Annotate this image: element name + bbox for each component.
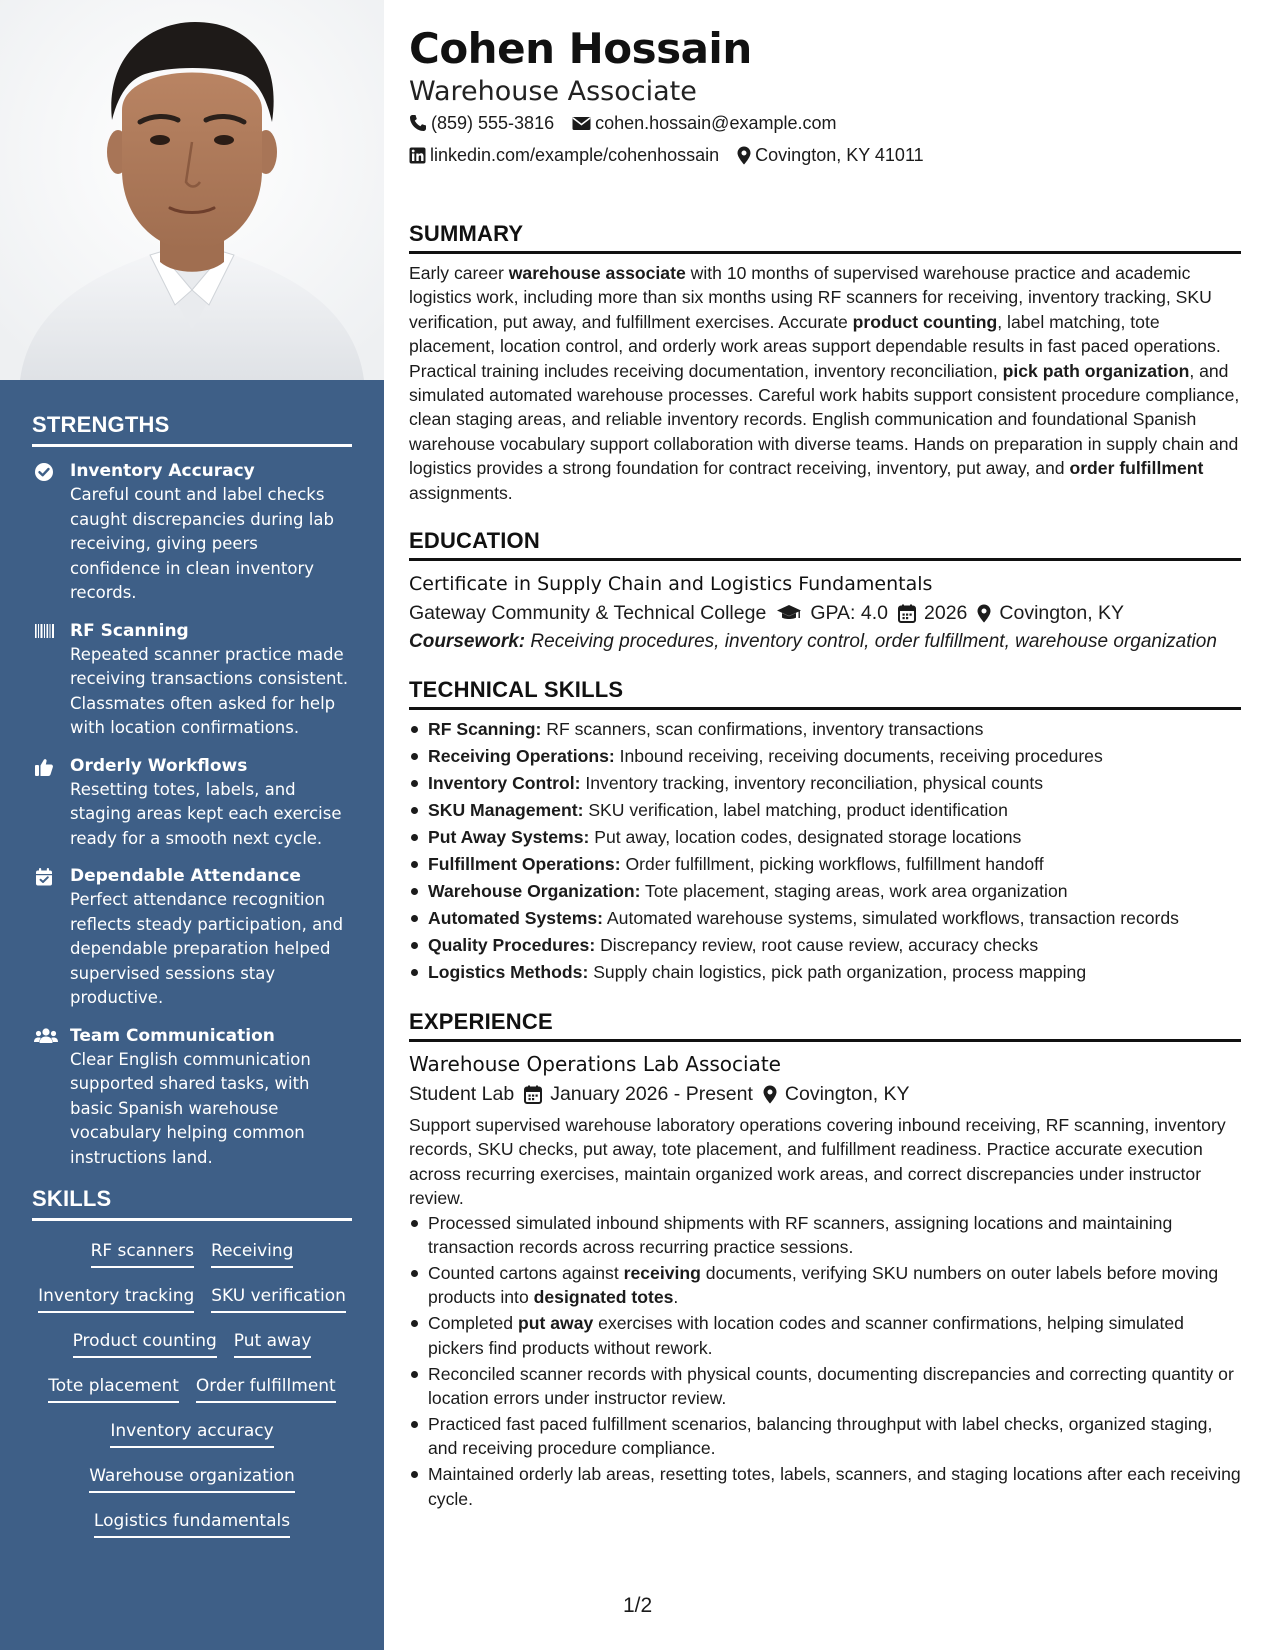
strengths-heading: STRENGTHS: [32, 412, 352, 447]
job-dates: January 2026 - Present: [524, 1079, 753, 1109]
strengths-list: [32, 459, 352, 1170]
location-contact: [737, 142, 923, 168]
graduation-cap-icon: [776, 604, 802, 622]
summary-heading: SUMMARY: [409, 220, 1241, 254]
list-item: Counted cartons against receiving documents, verifying SKU numbers on outer labels before moving products into designated totes.: [409, 1261, 1241, 1310]
strength-item: [32, 864, 352, 1011]
strength-item: [32, 619, 352, 741]
strength-description: Careful count and label checks caught discrepancies during lab receiving, giving peers confidence in clean inventory records.: [70, 485, 334, 602]
skill-tag: Product counting: [73, 1329, 217, 1358]
education-section: [409, 527, 1241, 654]
list-item: Fulfillment Operations: Order fulfillment, picking workflows, fulfillment handoff: [409, 851, 1241, 878]
education-heading: EDUCATION: [409, 527, 1241, 561]
strength-title: Team Communication: [70, 1025, 275, 1046]
coursework: Coursework: Receiving procedures, inventory control, order fulfillment, warehouse organization: [409, 631, 1217, 653]
strength-item: [32, 1024, 352, 1171]
strength-item: [32, 459, 352, 606]
skill-tag: Order fulfillment: [196, 1374, 336, 1403]
list-item: Quality Procedures: Discrepancy review, root cause review, accuracy checks: [409, 932, 1241, 959]
sidebar-content: [32, 412, 352, 1548]
skills-heading: SKILLS: [32, 1186, 352, 1221]
phone-icon: [409, 114, 427, 132]
calendar-icon: [524, 1085, 542, 1104]
thumbs-up-icon: [34, 757, 56, 777]
contact-row: [409, 142, 1241, 168]
summary-text: Early career warehouse associate with 10 months of supervised warehouse practice and academic logistics work, including more than six months using RF scanners for receiving, inventory tracking, SKU verification, put away, and fulfillment exercises. Accurate product counting, label matching, tote placement, location control, and orderly work areas support dependable results in fast paced operations. Practical training includes receiving documentation, inventory reconciliation, pick path organization, and simulated automated warehouse processes. Careful work habits support consistent procedure compliance, clean staging areas, and reliable inventory records. English communication and foundational Spanish warehouse vocabulary support collaboration with diverse teams. Hands on preparation in supply chain and logistics provides a strong foundation for contract receiving, inventory, put away, and order fulfillment assignments.: [409, 263, 1240, 503]
strength-title: Inventory Accuracy: [70, 461, 255, 481]
technical-skills-heading: TECHNICAL SKILLS: [409, 676, 1241, 710]
job-title: Warehouse Operations Lab Associate: [409, 1052, 781, 1077]
check-circle-icon: [34, 462, 56, 482]
profile-photo: [0, 0, 384, 380]
skills-row: [32, 1233, 352, 1278]
experience-heading: EXPERIENCE: [409, 1008, 1241, 1042]
experience-section: [409, 1008, 1241, 1511]
sidebar: [0, 0, 384, 1650]
barcode-icon: [34, 622, 56, 642]
list-item: Completed put away exercises with location codes and scanner confirmations, helping simulated pickers find products without rework.: [409, 1311, 1241, 1360]
skill-tag: Tote placement: [48, 1374, 179, 1403]
list-item: Maintained orderly lab areas, resetting totes, labels, scanners, and staging locations after each receiving cycle.: [409, 1462, 1241, 1511]
list-item: Practiced fast paced fulfillment scenarios, balancing throughput with label checks, organized staging, and receiving procedure compliance.: [409, 1412, 1241, 1461]
list-item: Receiving Operations: Inbound receiving, receiving documents, receiving procedures: [409, 743, 1241, 770]
phone-contact[interactable]: [409, 110, 554, 136]
linkedin-text: linkedin.com/example/cohenhossain: [430, 145, 720, 165]
skill-tag: Receiving: [211, 1239, 293, 1268]
list-item: Processed simulated inbound shipments with RF scanners, assigning locations and maintaining transaction records across recurring practice sessions.: [409, 1211, 1241, 1260]
summary-section: [409, 220, 1241, 505]
email-contact[interactable]: [572, 110, 836, 136]
map-pin-icon: [763, 1085, 777, 1104]
job-description: Support supervised warehouse laboratory operations covering inbound receiving, RF scanning, inventory records, SKU checks, put away, tote placement, and fulfillment readiness. Practice accurate execution across recurring exercises, maintain organized work areas, and correct discrepancies under instructor review.: [409, 1115, 1226, 1209]
strength-description: Repeated scanner practice made receiving transactions consistent. Classmates often asked for help with location confirmations.: [70, 644, 349, 737]
users-icon: [34, 1027, 56, 1047]
skills-row: [32, 1503, 352, 1548]
strength-description: Clear English communication supported shared tasks, with basic Spanish warehouse vocabulary helping common instructions land.: [70, 1049, 311, 1167]
skill-tag: Inventory accuracy: [110, 1419, 273, 1448]
strength-title: RF Scanning: [70, 620, 189, 641]
phone-text: (859) 555-3816: [431, 113, 555, 133]
candidate-name: Cohen Hossain: [409, 24, 752, 73]
candidate-role: Warehouse Associate: [409, 76, 697, 107]
employer: Student Lab: [409, 1083, 515, 1106]
page-number: 1/2: [623, 1594, 653, 1617]
list-item: SKU Management: SKU verification, label matching, product identification: [409, 797, 1241, 824]
skill-tag: Warehouse organization: [89, 1464, 295, 1493]
list-item: RF Scanning: RF scanners, scan confirmations, inventory transactions: [409, 716, 1241, 743]
contact-row: [409, 110, 1241, 136]
skills-list: [32, 1233, 352, 1548]
skills-row: [32, 1458, 352, 1503]
job-meta: [409, 1079, 1241, 1109]
map-pin-icon: [737, 146, 751, 165]
technical-skills-list: [409, 716, 1241, 986]
email-text: cohen.hossain@example.com: [595, 113, 837, 133]
strength-title: Dependable Attendance: [70, 866, 301, 886]
education-location: Covington, KY: [977, 598, 1124, 628]
graduation-year: 2026: [898, 598, 967, 628]
linkedin-contact[interactable]: [409, 142, 719, 168]
map-pin-icon: [977, 604, 991, 623]
technical-skills-section: [409, 676, 1241, 986]
strength-description: Resetting totes, labels, and staging areas kept each exercise ready for a smooth next cycle.: [70, 779, 342, 848]
gpa: GPA: 4.0: [776, 598, 888, 628]
skills-row: [32, 1413, 352, 1458]
calendar-icon: [898, 604, 916, 623]
location-text: Covington, KY 41011: [755, 145, 924, 165]
list-item: Reconciled scanner records with physical counts, documenting discrepancies and correcting quantity or location errors under instructor review.: [409, 1362, 1241, 1411]
strength-item: [32, 754, 352, 852]
list-item: Inventory Control: Inventory tracking, inventory reconciliation, physical counts: [409, 770, 1241, 797]
skills-row: [32, 1368, 352, 1413]
list-item: Logistics Methods: Supply chain logistics, pick path organization, process mapping: [409, 959, 1241, 986]
envelope-icon: [572, 116, 591, 131]
skill-tag: Inventory tracking: [38, 1284, 194, 1313]
strength-description: Perfect attendance recognition reflects steady participation, and dependable preparation helped supervised sessions stay productive.: [70, 890, 344, 1007]
linkedin-icon: [409, 147, 426, 164]
skills-row: [32, 1278, 352, 1323]
list-item: Warehouse Organization: Tote placement, staging areas, work area organization: [409, 878, 1241, 905]
skills-row: [32, 1323, 352, 1368]
list-item: Put Away Systems: Put away, location codes, designated storage locations: [409, 824, 1241, 851]
strength-title: Orderly Workflows: [70, 755, 248, 776]
experience-bullets: [409, 1211, 1241, 1511]
skill-tag: SKU verification: [211, 1284, 346, 1313]
degree-title: Certificate in Supply Chain and Logistics Fundamentals: [409, 573, 933, 596]
skill-tag: RF scanners: [91, 1239, 194, 1268]
list-item: Automated Systems: Automated warehouse systems, simulated workflows, transaction records: [409, 905, 1241, 932]
calendar-check-icon: [34, 867, 56, 887]
skill-tag: Logistics fundamentals: [94, 1509, 290, 1538]
skill-tag: Put away: [234, 1329, 312, 1358]
school-name: Gateway Community & Technical College: [409, 602, 767, 625]
main-content: [409, 22, 1241, 1513]
education-meta: [409, 598, 1241, 628]
job-location: Covington, KY: [763, 1079, 910, 1109]
